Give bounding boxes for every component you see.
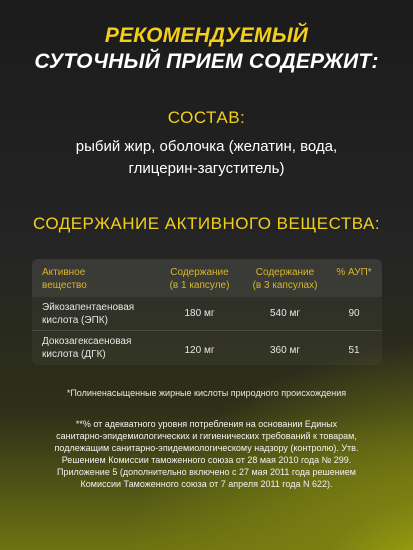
composition-text [0, 136, 413, 180]
composition-line-1: рыбий жир, оболочка (желатин, вода, [75, 138, 338, 155]
epa-name-line-1: Эйкозапентаеновая [42, 302, 135, 313]
aup-footnote-line: подлежащим санитарно-эпидемиологическому надзору (контролю). Утв. [54, 443, 359, 453]
heading-line-2: СУТОЧНЫЙ ПРИЕМ СОДЕРЖИТ: [34, 50, 379, 73]
aup-footnote-line: Решением Комиссии таможенного союза от 28 мая 2010 года № 299. [61, 455, 352, 465]
aup-footnote-line: **% от адекватного уровня потребления на основании Единых [75, 419, 338, 429]
header-aup: % АУП* [336, 267, 372, 278]
header-three-capsules-line-2: (в 3 капсулах) [252, 280, 318, 291]
header-substance-line-1: Активное [42, 267, 86, 278]
aup-footnote [0, 418, 413, 490]
table-header [32, 259, 382, 297]
table-row-epa-name [42, 301, 134, 327]
table-row-epa-three: 540 мг [270, 308, 300, 319]
header-substance [42, 266, 87, 292]
table-row-dha-one: 120 мг [184, 345, 215, 356]
header-one-capsule [162, 266, 237, 292]
table-row-dha-aup: 51 [348, 345, 360, 356]
epa-name-line-2: кислота (ЭПК) [42, 315, 108, 326]
table-row-epa-one: 180 мг [184, 308, 215, 319]
table-row-dha-name [42, 335, 131, 361]
header-substance-line-2: вещество [42, 280, 87, 291]
composition-line-2: глицерин-загуститель) [128, 160, 285, 177]
dha-name-line-2: кислота (ДГК) [42, 349, 106, 360]
table-row-dha-three: 360 мг [270, 345, 300, 356]
aup-footnote-line: санитарно-эпидемиологических и гигиенических требований к товарам, [56, 431, 357, 441]
header-one-capsule-line-1: Содержание [170, 267, 229, 278]
header-three-capsules-line-1: Содержание [255, 267, 315, 278]
pufa-footnote: *Полиненасыщенные жирные кислоты природного происхождения [66, 388, 347, 398]
heading-line-1: РЕКОМЕНДУЕМЫЙ [104, 24, 309, 47]
active-substance-title: СОДЕРЖАНИЕ АКТИВНОГО ВЕЩЕСТВА: [32, 214, 381, 233]
dha-name-line-1: Докозагексаеновая [42, 336, 132, 347]
aup-footnote-line: Комиссии Таможенного союза от 7 апреля 2011 года N 622). [80, 479, 333, 489]
composition-title: СОСТАВ: [167, 108, 246, 127]
header-one-capsule-line-2: (в 1 капсуле) [169, 280, 230, 291]
header-three-capsules [244, 266, 326, 292]
row-divider [32, 330, 382, 331]
table-row-epa-aup: 90 [348, 308, 360, 319]
aup-footnote-line: Приложение 5 (дополнительно включено с 27 мая 2011 года решением [57, 467, 356, 477]
active-substance-table [32, 259, 382, 365]
